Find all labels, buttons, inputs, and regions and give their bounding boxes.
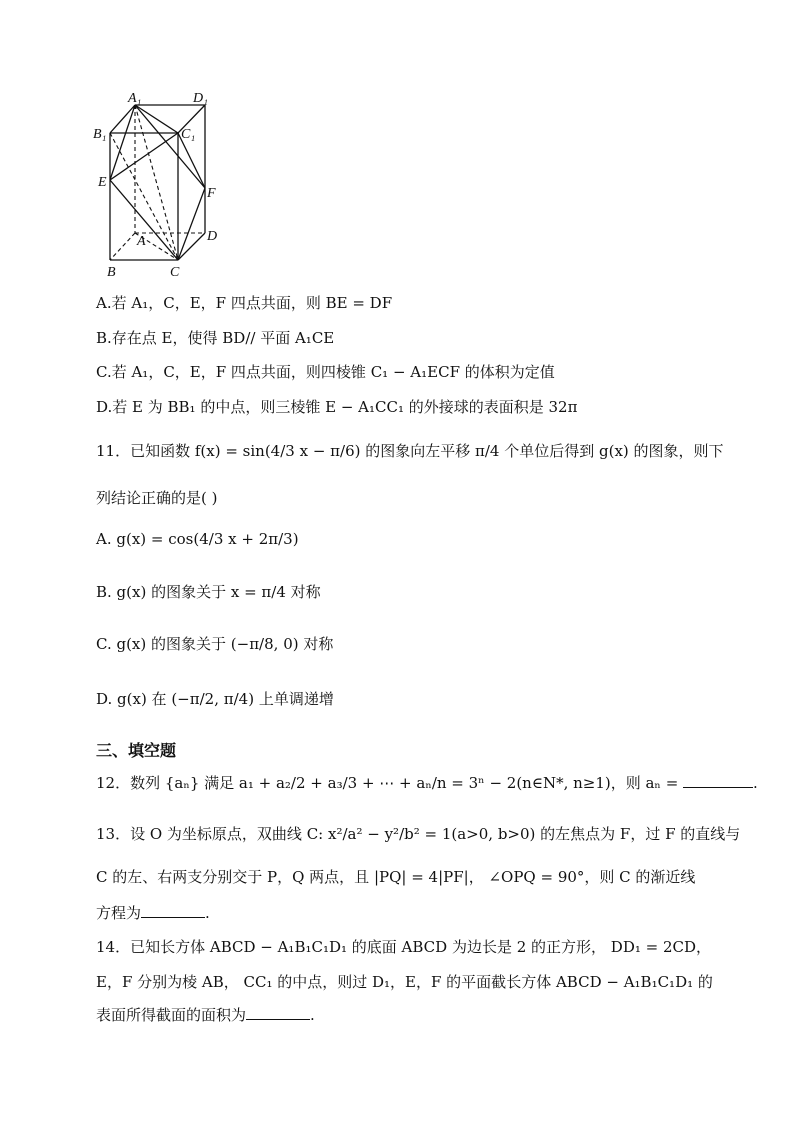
q14-line-2: E，F 分别为棱 AB， CC₁ 的中点，则过 D₁，E，F 的平面截长方体 ABCD − A₁B₁C₁D₁ 的	[96, 973, 713, 991]
line-e-c1	[110, 133, 178, 180]
q13-tail: .	[205, 904, 210, 922]
q11-line-1: 11．已知函数 f(x) = sin(4/3 x − π/6) 的图象向左平移 π/4 个单位后得到 g(x) 的图象，则下	[96, 442, 724, 460]
answer-blank[interactable]	[683, 773, 753, 788]
q12	[96, 772, 758, 793]
q13-line-2: C 的左、右两支分别交于 P，Q 两点，且 |PQ| = 4|PF|， ∠OPQ = 90°，则 C 的渐近线	[96, 868, 696, 886]
q11-option-b: B. g(x) 的图象关于 x = π/4 对称	[96, 583, 321, 601]
line-a1-f	[135, 105, 205, 188]
q11-line-2: 列结论正确的是( )	[96, 489, 218, 507]
label-d1: D₁	[193, 91, 208, 106]
q14-line-3	[96, 1004, 315, 1025]
q12-tail: .	[753, 774, 758, 792]
q13-line-1: 13．设 O 为坐标原点，双曲线 C: x²/a² − y²/b² = 1(a>0, b>0) 的左焦点为 F，过 F 的直线与	[96, 825, 741, 843]
q11-option-c: C. g(x) 的图象关于 (−π/8, 0) 对称	[96, 635, 334, 653]
edge-b1-a1	[110, 105, 135, 133]
label-b1: B₁	[93, 127, 107, 142]
q11-option-a: A. g(x) = cos(4/3 x + 2π/3)	[96, 530, 299, 548]
label-b: B	[107, 265, 116, 280]
label-c1: C₁	[181, 127, 196, 142]
q14-text: 表面所得截面的面积为	[96, 1006, 247, 1024]
answer-blank[interactable]	[141, 903, 205, 918]
label-f: F	[207, 186, 216, 201]
q10-option-b: B.存在点 E，使得 BD// 平面 A₁CE	[96, 329, 335, 347]
label-e: E	[98, 175, 107, 190]
q14-line-1: 14．已知长方体 ABCD − A₁B₁C₁D₁ 的底面 ABCD 为边长是 2 的正方形， DD₁ = 2CD，	[96, 938, 712, 956]
q14-tail: .	[310, 1006, 315, 1024]
label-d: D	[207, 229, 218, 244]
line-a1-e	[110, 105, 135, 180]
hidden-a-b	[110, 233, 135, 260]
q13-line-3	[96, 902, 210, 923]
label-a: A	[137, 234, 146, 249]
q11-option-d: D. g(x) 在 (−π/2, π/4) 上单调递增	[96, 690, 334, 708]
label-a1: A₁	[128, 91, 142, 106]
q10-option-d: D.若 E 为 BB₁ 的中点，则三棱锥 E − A₁CC₁ 的外接球的表面积是 32π	[96, 398, 578, 416]
q10-option-a: A.若 A₁，C，E，F 四点共面，则 BE = DF	[96, 294, 393, 312]
q12-text: 12．数列 {aₙ} 满足 a₁ + a₂/2 + a₃/3 + ⋯ + aₙ/n = 3ⁿ − 2(n∈N*, n≥1)，则 aₙ =	[96, 774, 679, 792]
geometry-figure	[90, 88, 230, 288]
label-c: C	[170, 265, 180, 280]
line-c-f	[178, 188, 205, 260]
q13-text: 方程为	[96, 904, 142, 922]
section-title: 三、填空题	[96, 741, 177, 760]
edge-c-d	[178, 233, 205, 260]
q10-option-c: C.若 A₁，C，E，F 四点共面，则四棱锥 C₁ − A₁ECF 的体积为定值	[96, 363, 555, 381]
answer-blank[interactable]	[246, 1005, 310, 1020]
